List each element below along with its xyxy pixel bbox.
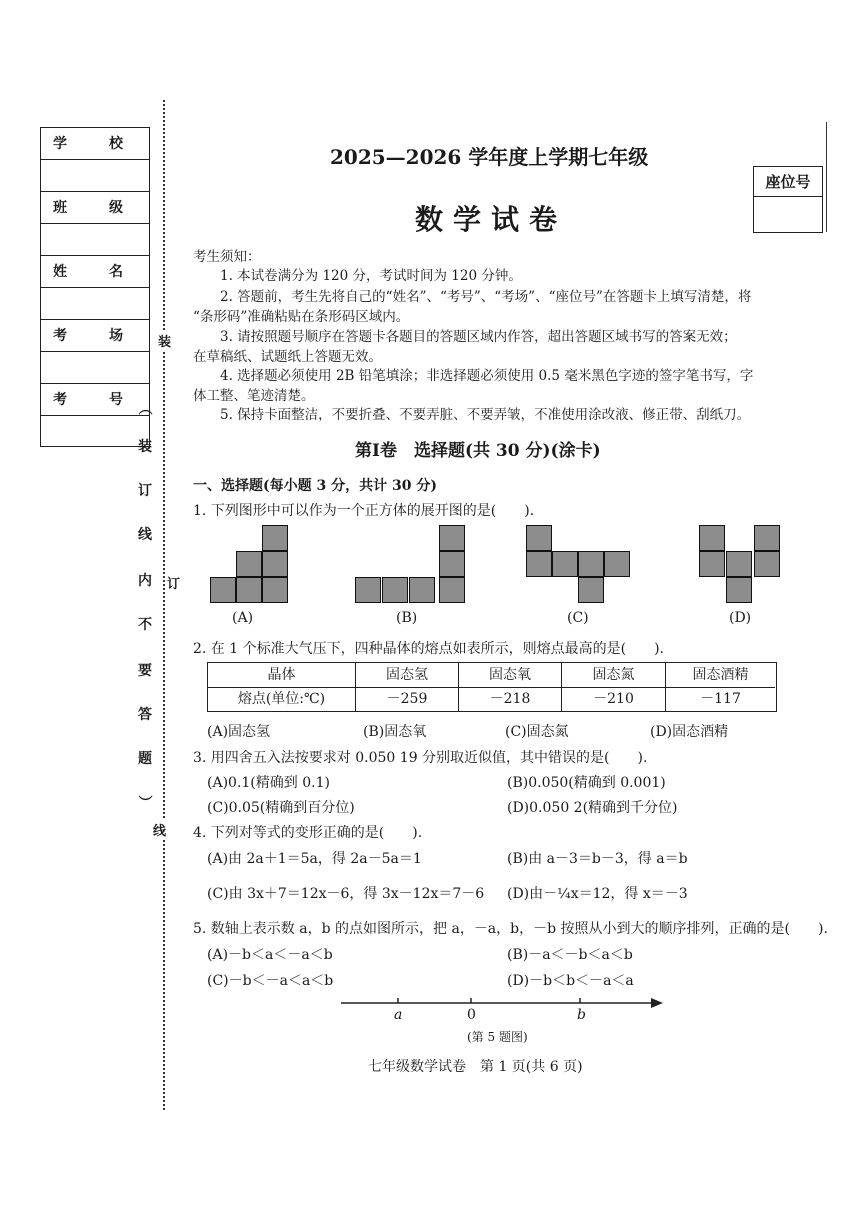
seat-number-label: 座位号	[754, 167, 822, 197]
q5-option-d[interactable]: (D)－b＜b＜－a＜a	[507, 973, 634, 989]
q3-option-b[interactable]: (B)0.050(精确到 0.001)	[507, 775, 666, 791]
q2-option-b[interactable]: (B)固态氧	[363, 724, 427, 740]
q5-axis-label-b: b	[577, 1007, 586, 1023]
q1-label-b: (B)	[396, 610, 418, 626]
section-title: 第Ⅰ卷 选择题(共 30 分)(涂卡)	[355, 441, 601, 461]
q2-th-4: 固态酒精	[666, 663, 775, 688]
info-row-name: 姓 名	[41, 256, 149, 288]
q5-option-a[interactable]: (A)－b＜a＜－a＜b	[207, 947, 333, 963]
q2-td-1: －259	[356, 687, 459, 712]
vtext-7: 答	[138, 707, 152, 723]
q2-option-a[interactable]: (A)固态氢	[207, 724, 271, 740]
q2-th-2: 固态氧	[459, 663, 562, 688]
q4-option-a[interactable]: (A)由 2a＋1＝5a，得 2a－5a＝1	[207, 851, 422, 867]
vtext-9: ）	[136, 795, 152, 809]
q2-th-3: 固态氮	[562, 663, 666, 688]
binding-side-char-bottom: 线	[153, 820, 166, 839]
vtext-2: 订	[138, 483, 152, 499]
q5-axis-label-0: 0	[467, 1007, 476, 1023]
notice-item-3-cont: 在草稿纸、试题纸上答题无效。	[193, 349, 382, 365]
binding-top-char: 装	[158, 331, 171, 350]
q1-label-d: (D)	[729, 610, 752, 626]
q2-td-4: －117	[700, 691, 741, 707]
notice-item-3: 3. 请按照题号顺序在答题卡各题目的答题区域内作答，超出答题区域书写的答案无效；	[220, 329, 737, 345]
seat-number-box[interactable]	[753, 166, 823, 233]
info-row-class: 班 级	[41, 192, 149, 224]
vtext-4: 内	[138, 573, 152, 589]
q2-option-d[interactable]: (D)固态酒精	[650, 724, 729, 740]
section-subtitle: 一、选择题(每小题 3 分，共计 30 分)	[193, 478, 437, 494]
q2-stem: 2. 在 1 个标准大气压下，四种晶体的熔点如表所示，则熔点最高的是( ).	[193, 641, 664, 657]
notice-item-5: 5. 保持卡面整洁，不要折叠、不要弄脏、不要弄皱，不准使用涂改液、修正带、刮纸刀。	[220, 407, 751, 423]
q3-stem: 3. 用四舍五入法按要求对 0.050 19 分别取近似值，其中错误的是( ).	[193, 750, 648, 766]
q1-stem: 1. 下列图形中可以作为一个正方体的展开图的是( ).	[193, 503, 535, 519]
right-border-line	[826, 122, 827, 232]
q4-option-b[interactable]: (B)由 a－3＝b－3，得 a＝b	[507, 851, 688, 867]
info-blank-class[interactable]	[41, 224, 149, 256]
student-info-table	[40, 127, 150, 447]
vtext-6: 要	[138, 663, 152, 679]
q1-net-c[interactable]	[526, 525, 636, 585]
q5-axis-label-a: a	[394, 1007, 403, 1023]
info-blank-room[interactable]	[41, 352, 149, 384]
info-blank-school[interactable]	[41, 160, 149, 192]
binding-side-char-mid: 订	[167, 577, 181, 592]
q1-net-a[interactable]	[208, 525, 292, 605]
q5-figure-caption: (第 5 题图)	[467, 1030, 528, 1044]
q4-option-c[interactable]: (C)由 3x＋7＝12x－6，得 3x－12x＝7－6	[207, 886, 485, 902]
q4-option-d[interactable]: (D)由－¼x＝12，得 x＝－3	[507, 886, 688, 902]
q2-melting-table	[207, 662, 777, 712]
q2-td-2: －218	[459, 687, 562, 712]
vtext-8: 题	[138, 751, 152, 767]
q3-option-d[interactable]: (D)0.050 2(精确到千分位)	[507, 800, 678, 816]
binding-line	[163, 100, 165, 1110]
q1-label-a: (A)	[232, 610, 254, 626]
q5-option-b[interactable]: (B)－a＜－b＜a＜b	[507, 947, 633, 963]
vtext-3: 线	[138, 527, 152, 543]
q3-option-a[interactable]: (A)0.1(精确到 0.1)	[207, 775, 330, 791]
q5-stem: 5. 数轴上表示数 a，b 的点如图所示，把 a，－a，b，－b 按照从小到大的顺序排列，正确的是( ).	[193, 921, 828, 937]
vtext-5: 不	[138, 617, 152, 633]
q5-number-line	[335, 995, 670, 1025]
info-row-school: 学 校	[41, 128, 149, 160]
info-row-room: 考 场	[41, 320, 149, 352]
q1-net-d[interactable]	[699, 525, 783, 605]
q3-option-c[interactable]: (C)0.05(精确到百分位)	[207, 800, 355, 816]
notice-item-2: 2. 答题前，考生先将自己的“姓名”、“考号”、“考场”、“座位号”在答题卡上填写清楚，将	[220, 289, 752, 305]
notice-item-1: 1. 本试卷满分为 120 分，考试时间为 120 分钟。	[220, 268, 522, 284]
q2-td-3: －210	[562, 687, 666, 712]
q2-option-c[interactable]: (C)固态氮	[505, 724, 569, 740]
q1-net-b[interactable]	[355, 525, 470, 605]
q5-option-c[interactable]: (C)－b＜－a＜a＜b	[207, 973, 334, 989]
info-blank-name[interactable]	[41, 288, 149, 320]
exam-title: 2025—2026 学年度上学期七年级	[330, 145, 649, 169]
notice-heading: 考生须知：	[193, 249, 261, 265]
vtext-1: 装	[138, 439, 152, 455]
q2-th-0: 晶体	[208, 663, 356, 688]
q4-stem: 4. 下列对等式的变形正确的是( ).	[193, 825, 423, 841]
info-blank-number[interactable]	[41, 416, 149, 448]
notice-item-4-cont: 体工整、笔迹清楚。	[193, 388, 315, 404]
vtext-0: （	[136, 401, 152, 415]
page-footer: 七年级数学试卷 第 1 页(共 6 页)	[368, 1059, 583, 1075]
notice-item-4: 4. 选择题必须使用 2B 铅笔填涂；非选择题必须使用 0.5 毫米黑色字迹的签字笔书写，字	[220, 368, 754, 384]
info-row-number: 考 号	[41, 384, 149, 416]
notice-item-2-cont: “条形码”准确粘贴在条形码区域内。	[193, 309, 410, 325]
exam-subject: 数学试卷	[415, 203, 568, 236]
q2-th-1: 固态氢	[356, 663, 459, 688]
q1-label-c: (C)	[567, 610, 589, 626]
q2-td-0: 熔点(单位:℃)	[208, 687, 356, 712]
